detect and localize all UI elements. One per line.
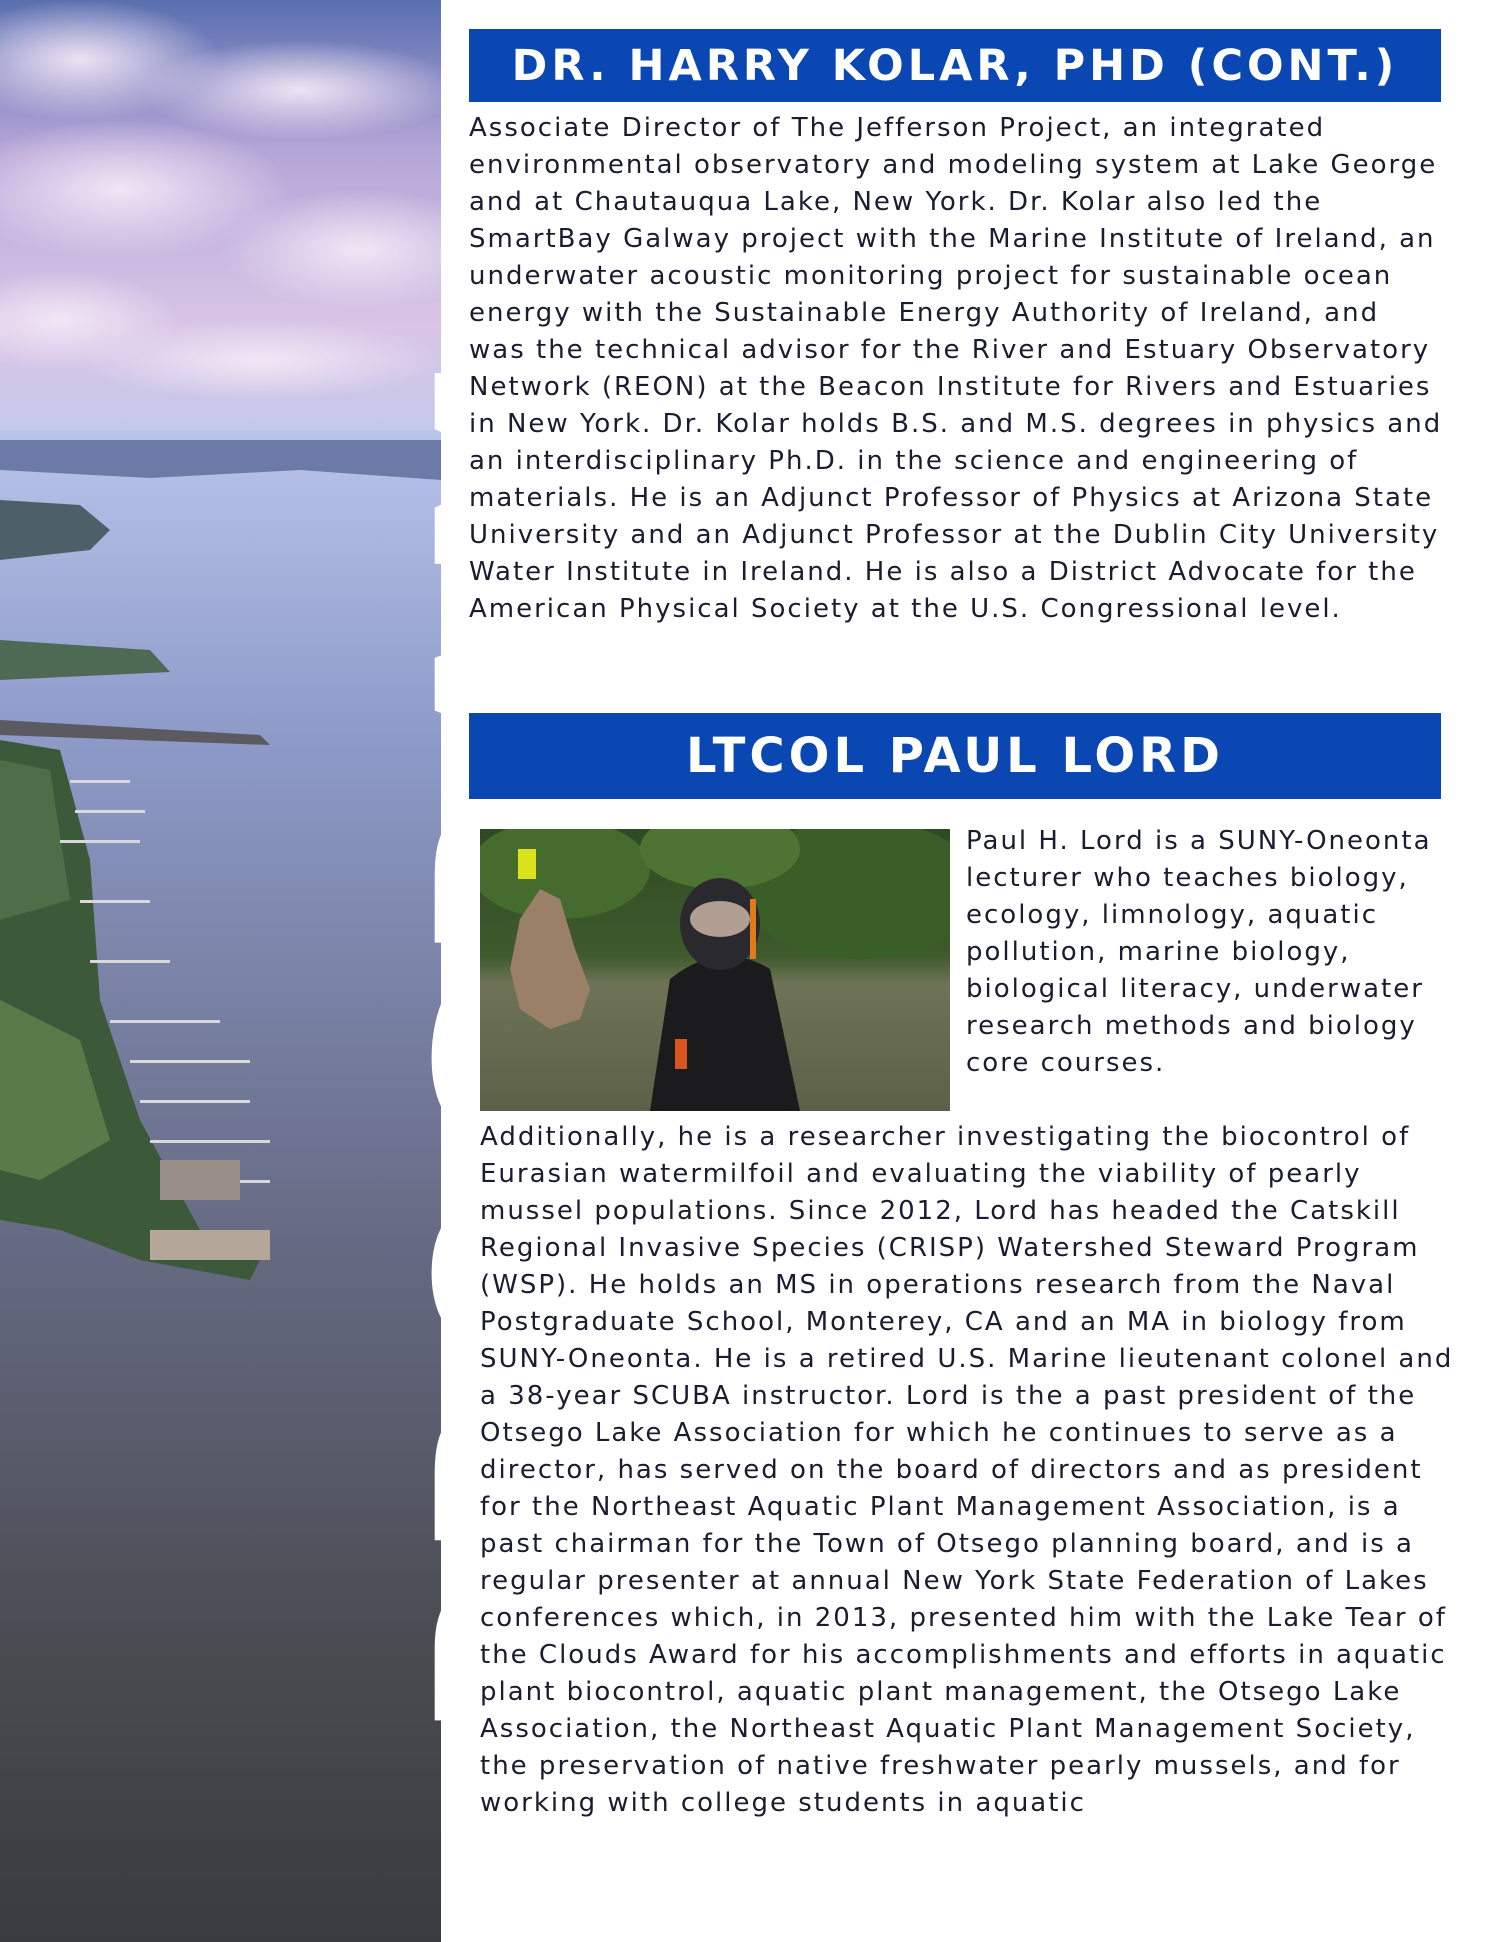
lord-bio-continued-text: Additionally, he is a researcher investigating the biocontrol of Eurasian watermilfoil and evaluating the viability of pearly mussel populations. Since 2012, Lord has headed the Catskill Regional Invasive Species (CRISP) Watershed Steward Program (WSP). He holds an MS in operations research from the Naval Postgraduate School, Monterey, CA and an MA in biology from SUNY-Oneonta. He is a retired U.S. Marine lieutenant colonel and a 38-year SCUBA instructor. Lord is the a past president of the Otsego Lake Association for which he continues to serve as a director, has served on the board of directors and as president for the Northeast Aquatic Plant Management Association, is a past chairman for the Town of Otsego planning board, and is a regular presenter at annual New York State Federation of Lakes conferences which, in 2013, presented him with the Lake Tear of the Clouds Award for his accomplishments and efforts in aquatic plant biocontrol, aquatic plant management, the Otsego Lake Association, the Northeast Aquatic Plant Management Society, the preservation of native freshwater pearly mussels, and for working with college students in aquatic (480, 1122, 1454, 1818)
lake-aerial-image (0, 0, 441, 1942)
lord-heading-banner: LTCOL PAUL LORD (469, 713, 1441, 799)
lord-portrait-image (480, 829, 950, 1111)
kolar-bio-text: Associate Director of The Jefferson Project, an integrated environmental observatory and modeling system at Lake George and at Chautauqua Lake, New York. Dr. Kolar also led the SmartBay Galway project with the Marine Institute of Ireland, an underwater acoustic monitoring project for sustainable ocean energy with the Sustainable Energy Authority of Ireland, and was the technical advisor for the River and Estuary Observatory Network (REON) at the Beacon Institute for Rivers and Estuaries in New York. Dr. Kolar holds B.S. and M.S. degrees in physics and an interdisciplinary Ph.D. in the science and engineering of materials. He is an Adjunct Professor of Physics at Arizona State University and an Adjunct Professor at the Dublin City University Water Institute in Ireland. He is also a District Advocate for the American Physical Society at the U.S. Congressional level. (469, 113, 1443, 624)
diver-holding-turtle-photo (480, 829, 950, 1111)
kolar-heading-banner: DR. HARRY KOLAR, PHD (CONT.) (469, 29, 1441, 102)
lake-aerial-photo (0, 0, 441, 1942)
lord-bio-intro-text: Paul H. Lord is a SUNY-Oneonta lecturer who teaches biology, ecology, limnology, aquatic pollution, marine biology, biological literacy, underwater research methods and biology core courses. (966, 826, 1432, 1078)
